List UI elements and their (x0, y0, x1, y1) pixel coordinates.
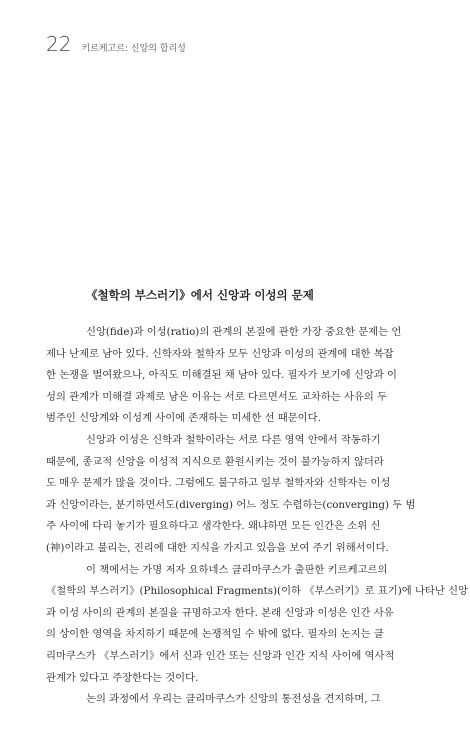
section-title: 《철학의 부스러기》에서 신앙과 이성의 문제 (86, 288, 314, 302)
text-line: 관계가 있다고 주장한다는 것이다. (46, 671, 199, 684)
text-line: 성의 관계가 미해결 과제로 남은 이유는 서로 다르면서도 교차하는 사유의 두 (46, 390, 388, 403)
text-line: 논의 과정에서 우리는 클리마쿠스가 신앙의 통전성을 견지하며, 그 (86, 693, 381, 706)
running-title: 키르케고르: 신앙의 합리성 (81, 44, 186, 54)
text-line: 신앙(fide)과 이성(ratio)의 관계의 본질에 관한 가장 중요한 문제는 언 (86, 326, 402, 338)
text-line: 의 상이한 영역을 차지하기 때문에 논쟁적일 수 밖에 없다. 필자의 논지는 클 (46, 628, 384, 641)
text-line: 범주인 신앙계와 이성계 사이에 존재하는 미세한 선 때문이다. (46, 412, 321, 425)
text-line: 한 논쟁을 벌여왔으나, 아직도 미해결된 채 남아 있다. 필자가 보기에 신앙과 이 (46, 369, 397, 382)
page-header (46, 32, 186, 56)
text-line: 도 매우 문제가 많을 것이다. 그럼에도 불구하고 일부 철학자와 신학자는 이성 (46, 477, 391, 490)
text-line: 리마쿠스가 《부스러기》에서 신과 인간 또는 신앙과 인간 지식 사이에 역사적 (46, 649, 395, 662)
text-line: 신앙과 이성은 신학과 철학이라는 서로 다른 영역 안에서 작동하기 (86, 433, 381, 446)
body-text (46, 322, 468, 711)
text-line: 이 책에서는 가명 저자 요하네스 클리마쿠스가 출판한 키르케고르의 (86, 563, 388, 576)
text-line: 과 이성 사이의 관계의 본질을 규명하고자 한다. 본래 신앙과 이성은 인간 사유 (46, 606, 394, 619)
text-line: 때문에, 종교적 신앙을 이성적 지식으로 환원시키는 것이 불가능하지 않더라 (46, 455, 384, 468)
page-number: 22 (46, 32, 72, 56)
text-line: 주 사이에 다리 놓기가 필요하다고 생각한다. 왜냐하면 모든 인간은 소위 신 (46, 520, 381, 533)
text-line: 제나 난제로 남아 있다. 신학자와 철학자 모두 신앙과 이성의 관계에 대한 복잡 (46, 347, 394, 360)
text-line: (神)이라고 불리는, 진리에 대한 지식을 가지고 있음을 보여 주기 위해서이다. (46, 541, 389, 554)
text-line: 과 신앙이라는, 분기하면서도(diverging) 어느 정도 수렴하는(converging) 두 범 (46, 498, 416, 511)
text-line: 《철학의 부스러기》(Philosophical Fragments)(이하 《부스러기》로 표기)에 나타난 신앙 (46, 585, 468, 598)
